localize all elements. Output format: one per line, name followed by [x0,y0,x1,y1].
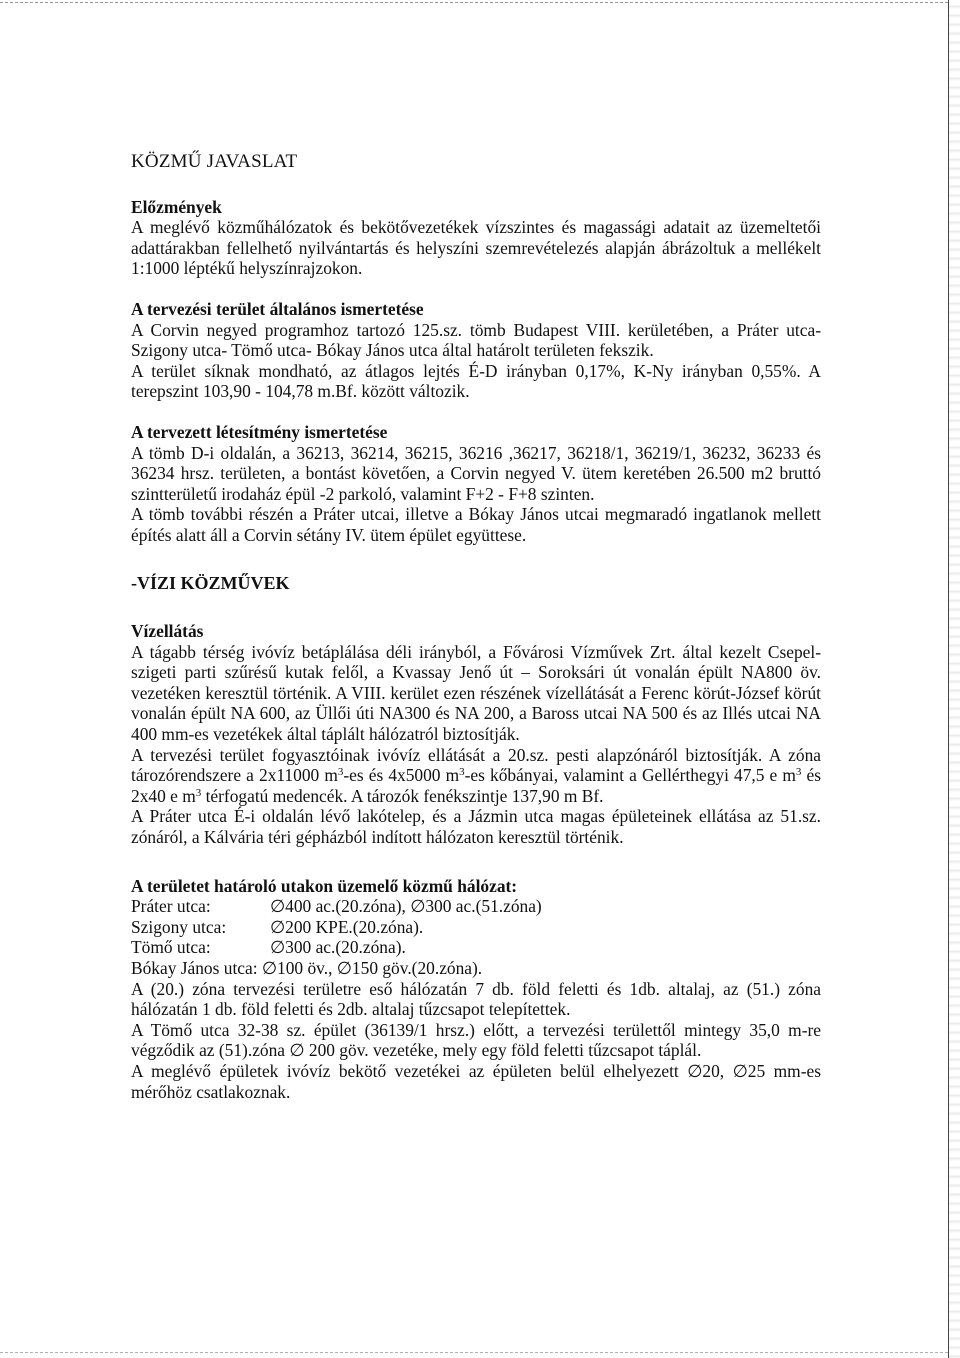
text-run: és 2x40 e m [131,765,821,806]
paragraph: A terület síknak mondható, az átlagos lejtés É-D irányban 0,17%, K-Ny irányban 0,55%. A terepszint 103,90 - 104,78 m.Bf. között változik. [131,360,821,402]
paragraph: A Corvin negyed programhoz tartozó 125.sz. tömb Budapest VIII. kerületében, a Práter utca-Szigony utca- Tömő utca- Bókay János utca által határolt területen fekszik. [131,319,821,361]
chapter-heading: -VÍZI KÖZMŰVEK [131,572,290,593]
scan-edge-top [0,2,948,3]
street-name: Práter utca: [131,896,211,917]
pipe-value: ∅200 KPE.(20.zóna). [270,916,424,937]
scan-edge-right [948,0,960,1358]
section-vizellatas [131,621,821,848]
section-heading: A területet határoló utakon üzemelő közmű hálózat: [131,875,518,896]
pipe-value: ∅300 ac.(20.zóna). [270,937,406,958]
paragraph: A tömb további részén a Práter utcai, illetve a Bókay János utcai megmaradó ingatlanok mellett építés alatt áll a Corvin sétány IV. ütem épület együttese. [131,504,821,545]
section-terulet [131,299,821,402]
paragraph: A (20.) zóna tervezési területre eső hálózatán 7 db. föld feletti és 1db. altalaj, az (51.) zóna hálózatán 1 db. föld feletti és 2db. altalaj tűzcsapot telepítettek. [131,978,821,1020]
superscript: 3 [337,766,344,779]
section-heading: Vízellátás [131,621,204,642]
paragraph: A tömb D-i oldalán, a 36213, 36214, 36215, 36216 ,36217, 36218/1, 36219/1, 36232, 36233 és 36234 hrsz. területen, a bontást követően, a Corvin negyed V. ütem keretében 26.500 m2 bruttó szintterületű irodaház épül -2 parkoló, valamint F+2 - F+8 szinten. [131,442,821,504]
paragraph-zone [131,745,821,807]
scan-edge-bottom [0,1352,948,1353]
text-run: A tervezési terület fogyasztóinak ivóvíz ellátását a 20.sz. pesti alapzónáról biztosítják. A zóna tározórendszere a 2x11000 m [131,744,821,786]
paragraph: A meglévő épületek ivóvíz bekötő vezetékei az épületen belül elhelyezett ∅20, ∅25 mm-es mérőhöz csatlakoznak. [131,1060,821,1102]
text-run: -es és 4x5000 m [343,765,460,786]
section-heading: A tervezési terület általános ismertetése [131,298,424,319]
paragraph: A Tömő utca 32-38 sz. épület (36139/1 hrsz.) előtt, a tervezési területtől mintegy 35,0 m-re végződik az (51).zóna ∅ 200 göv. vezetéke, mely egy föld feletti tűzcsapot táplál. [131,1019,821,1061]
network-row-bokay: Bókay János utca: ∅100 öv., ∅150 göv.(20.zóna). [131,958,483,978]
street-name: Tömő utca: [131,937,211,958]
document-page [131,152,821,1102]
paragraph: A Práter utca É-i oldalán lévő lakótelep, és a Jázmin utca magas épületeinek ellátása az 51.sz. zónáról, a Kálvária téri gépházból indított hálózaton keresztül történik. [131,806,821,848]
section-heading: A tervezett létesítmény ismertetése [131,421,388,442]
superscript: 3 [459,766,465,779]
text-run: -es kőbányai, valamint a Gellérthegyi 47,5 e m [464,765,796,786]
superscript: 3 [795,766,802,779]
pipe-value: ∅400 ac.(20.zóna), ∅300 ac.(51.zóna) [270,896,542,917]
superscript: 3 [195,786,202,799]
text-run: térfogatú medencék. A tározók fenékszintje 137,90 m Bf. [201,785,604,806]
paragraph: A meglévő közműhálózatok és bekötővezetékek vízszintes és magassági adatait az üzemeltetői adattárakban fellelhető nyilvántartás és helyszíni szemrevételezés alapján ábrázoltuk a mellékelt 1:1000 léptékű helyszínrajzokon. [131,217,821,279]
paragraph: A tágabb térség ivóvíz betáplálása déli irányból, a Fővárosi Vízművek Zrt. által kezelt Csepel-szigeti parti szűrésű kutak felől, a Kvassay Jenő út – Soroksári út vonalán épült NA800 öv. vezetéken keresztül történik. A VIII. kerület ezen részének vízellátását a Ferenc körút-József körút vonalán épült NA 600, az Üllői úti NA300 és NA 200, a Baross utcai NA 500 és az Illés utcai NA 400 mm-es vezetékek által táplált hálózatról biztosítják. [131,641,821,745]
street-name: Szigony utca: [131,916,227,937]
network-table [131,896,821,958]
section-letesitmeny [131,422,821,546]
section-elozmenyek [131,197,821,279]
section-halozat [131,876,821,1103]
section-heading: Előzmények [131,196,222,217]
document-title: KÖZMŰ JAVASLAT [131,151,298,172]
